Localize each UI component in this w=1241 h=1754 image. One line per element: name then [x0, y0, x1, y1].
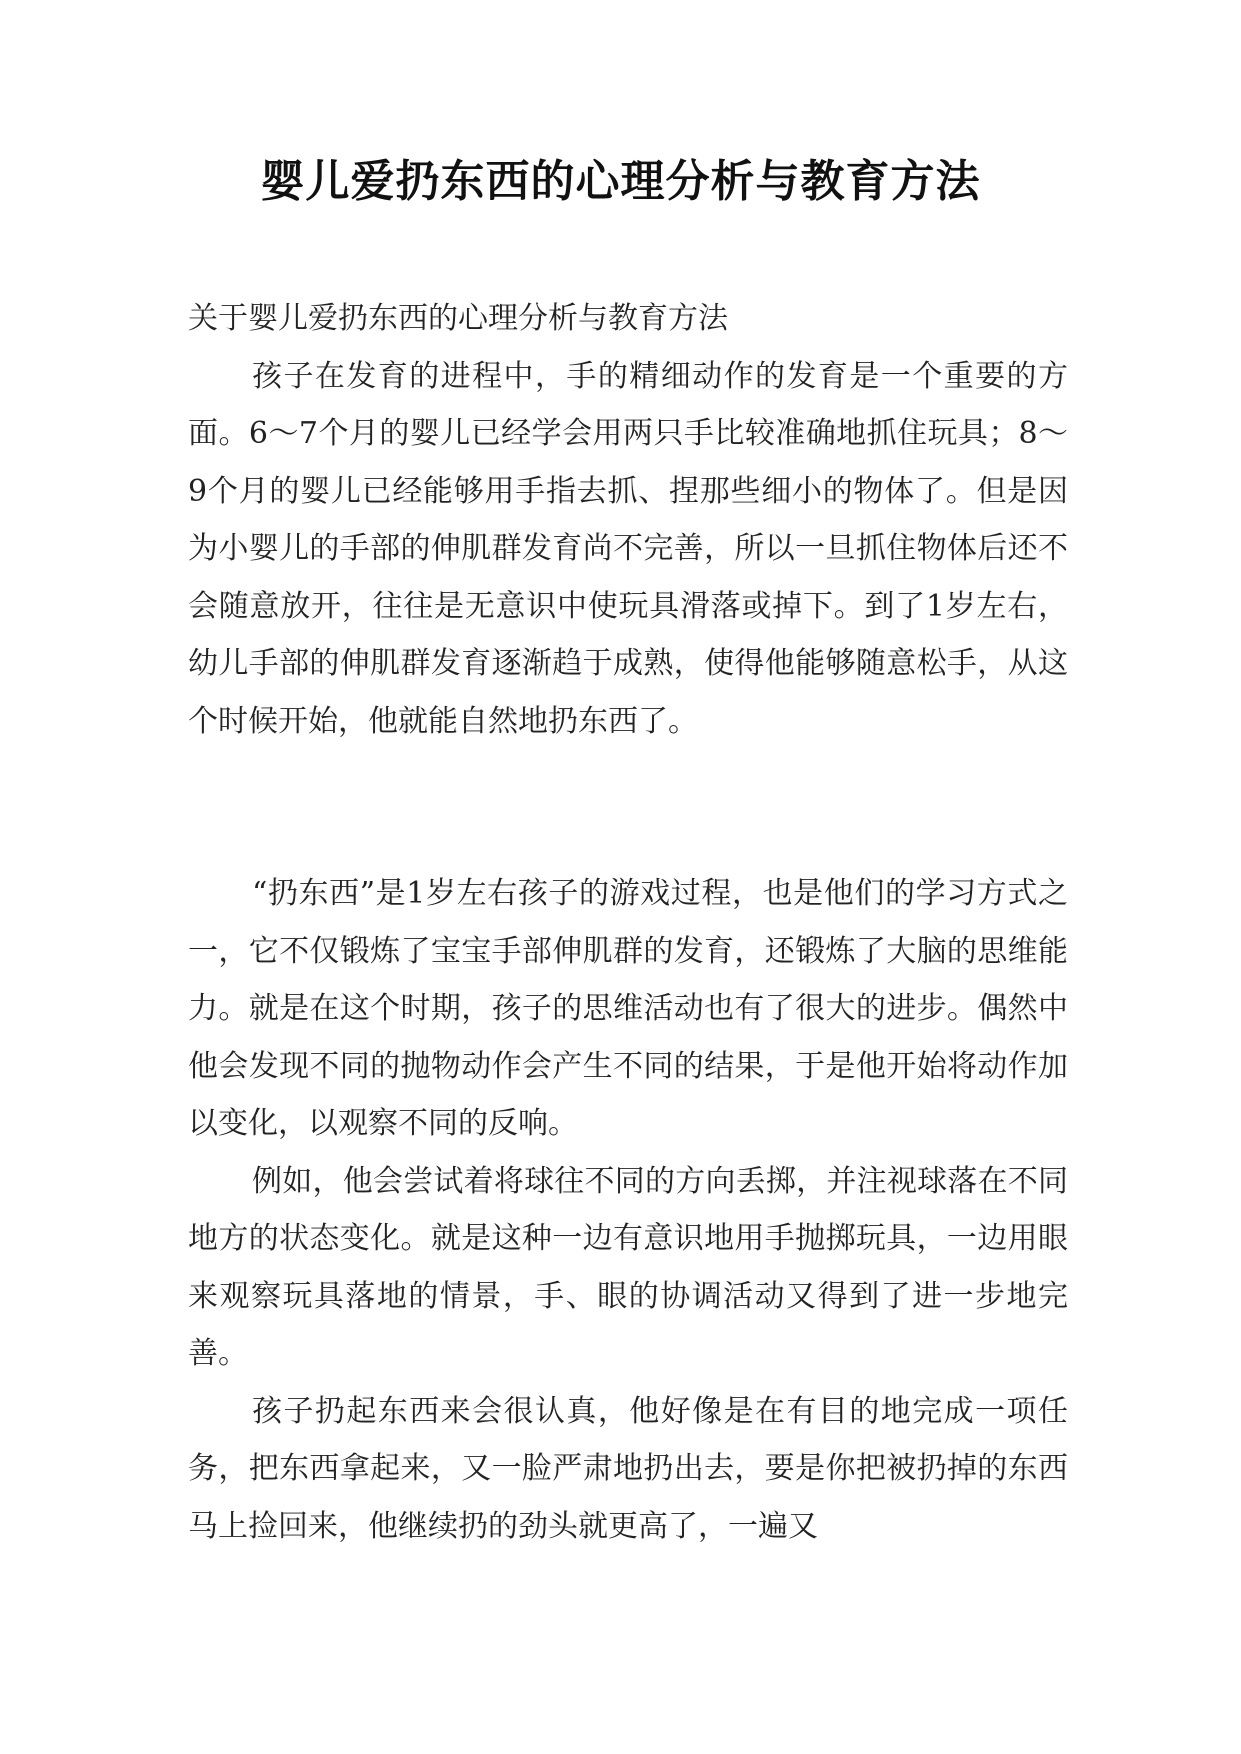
paragraph-2: “扔东西”是1岁左右孩子的游戏过程，也是他们的学习方式之一，它不仅锻炼了宝宝手部伸肌群的发育，还锻炼了大脑的思维能力。就是在这个时期，孩子的思维活动也有了很大的进步。偶然中他会发现不同的抛物动作会产生不同的结果，于是他开始将动作加以变化，以观察不同的反响。 — [188, 876, 1068, 1141]
document-body — [188, 290, 1068, 1555]
document-title: 婴儿爱扔东西的心理分析与教育方法 — [260, 156, 981, 207]
paragraph-spacer — [188, 750, 1068, 865]
paragraph-3: 例如，他会尝试着将球往不同的方向丢掷，并注视球落在不同地方的状态变化。就是这种一边有意识地用手抛掷玩具，一边用眼来观察玩具落地的情景，手、眼的协调活动又得到了进一步地完善。 — [188, 1163, 1068, 1371]
document-subtitle: 关于婴儿爱扔东西的心理分析与教育方法 — [188, 301, 728, 336]
paragraph-1: 孩子在发育的进程中，手的精细动作的发育是一个重要的方面。6～7个月的婴儿已经学会用两只手比较准确地抓住玩具；8～9个月的婴儿已经能够用手指去抓、捏那些细小的物体了。但是因为小婴儿的手部的伸肌群发育尚不完善，所以一旦抓住物体后还不会随意放开，往往是无意识中使玩具滑落或掉下。到了1岁左右，幼儿手部的伸肌群发育逐渐趋于成熟，使得他能够随意松手，从这个时候开始，他就能自然地扔东西了。 — [188, 358, 1068, 739]
paragraph-4: 孩子扔起东西来会很认真，他好像是在有目的地完成一项任务，把东西拿起来，又一脸严肃地扔出去，要是你把被扔掉的东西马上捡回来，他继续扔的劲头就更高了，一遍又 — [188, 1393, 1068, 1544]
